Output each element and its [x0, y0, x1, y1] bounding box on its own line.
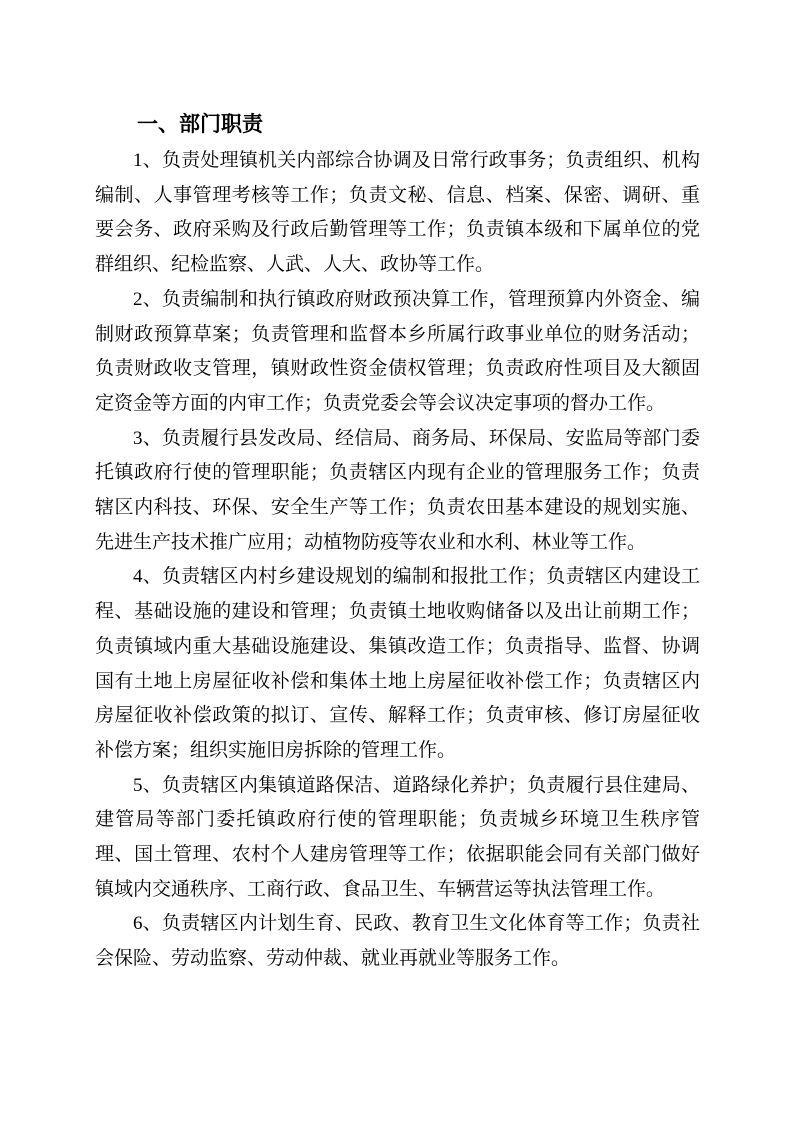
paragraph-2: 2、负责编制和执行镇政府财政预决算工作，管理预算内外资金、编制财政预算草案；负责管理和监督本乡所属行政事业单位的财务活动；负责财政收支管理，镇财政性资金债权管理；负责政府性项目及大额固定资金等方面的内审工作；负责党委会等会议决定事项的督办工作。: [95, 288, 700, 414]
paragraph-3: 3、负责履行县发改局、经信局、商务局、环保局、安监局等部门委托镇政府行使的管理职能；负责辖区内现有企业的管理服务工作；负责辖区内科技、环保、安全生产等工作；负责农田基本建设的规划实施、先进生产技术推广应用；动植物防疫等农业和水利、林业等工作。: [95, 427, 700, 553]
section-heading: 一、部门职责: [137, 113, 263, 136]
paragraph-1: 1、负责处理镇机关内部综合协调及日常行政事务；负责组织、机构编制、人事管理考核等工作；负责文秘、信息、档案、保密、调研、重要会务、政府采购及行政后勤管理等工作；负责镇本级和下属单位的党群组织、纪检监察、人武、人大、政协等工作。: [95, 150, 700, 276]
paragraph-6: 6、负责辖区内计划生育、民政、教育卫生文化体育等工作；负责社会保险、劳动监察、劳动仲裁、就业再就业等服务工作。: [95, 913, 700, 970]
paragraph-4: 4、负责辖区内村乡建设规划的编制和报批工作；负责辖区内建设工程、基础设施的建设和管理；负责镇土地收购储备以及出让前期工作；负责镇域内重大基础设施建设、集镇改造工作；负责指导、监督、协调国有土地上房屋征收补偿和集体土地上房屋征收补偿工作；负责辖区内房屋征收补偿政策的拟订、宣传、解释工作；负责审核、修订房屋征收补偿方案；组织实施旧房拆除的管理工作。: [95, 566, 700, 761]
paragraph-5: 5、负责辖区内集镇道路保洁、道路绿化养护；负责履行县住建局、建管局等部门委托镇政府行使的管理职能；负责城乡环境卫生秩序管理、国土管理、农村个人建房管理等工作；依据职能会同有关部门做好镇域内交通秩序、工商行政、食品卫生、车辆营运等执法管理工作。: [95, 774, 700, 900]
